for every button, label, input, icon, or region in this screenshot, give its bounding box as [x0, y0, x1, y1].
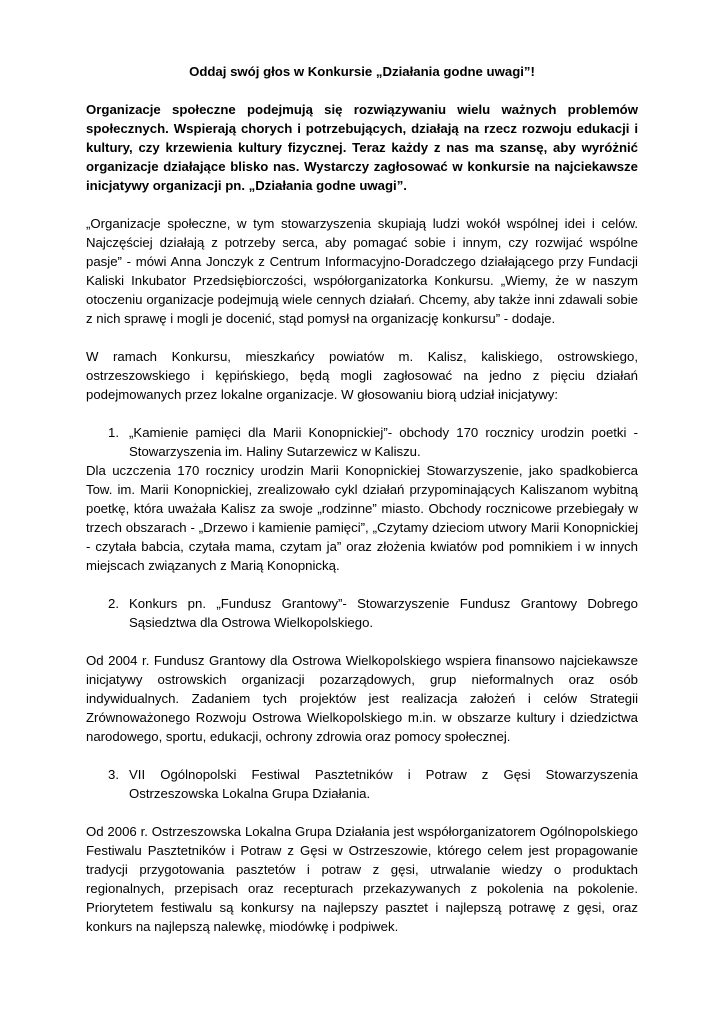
quote-paragraph: „Organizacje społeczne, w tym stowarzyszenia skupiają ludzi wokół wspólnej idei i celów. Najczęściej działają z potrzeby serca, aby pomagać sobie i innym, czy rozwijać wspólne pasje” - mówi Anna Jonczyk z Centrum Informacyjno-Doradczego działającego przy Fundacji Kaliski Inkubator Przedsiębiorczości, współorganizatorka Konkursu. „Wiemy, że w naszym otoczeniu organizacje podejmują wiele cennych działań. Chcemy, aby także inni zdawali sobie z nich sprawę i mogli je docenić, stąd pomysł na organizację konkursu” - dodaje.	[86, 216, 638, 326]
list-item-1	[108, 423, 638, 461]
list-item-1-description: Dla uczczenia 170 rocznicy urodzin Marii Konopnickiej Stowarzyszenie, jako spadkobierca Tow. im. Marii Konopnickiej, zrealizowało cykl działań przypominających Kaliszanom wybitną poetkę, która uważała Kalisz za swoje „rodzinne” miasto. Obchody rocznicowe przebiegały w trzech obszarach - „Drzewo i kamienie pamięci”, „Czytamy dzieciom utwory Marii Konopnickiej - czytała babcia, czytała mama, czytam ja” oraz złożenia kwiatów pod pomnikiem i w innych miejscach związanych z Marią Konopnicką.	[86, 463, 638, 573]
list-item-title: „Kamienie pamięci dla Marii Konopnickiej”- obchody 170 rocznicy urodzin poetki - Stowarzyszenia im. Haliny Sutarzewicz w Kaliszu.	[129, 425, 638, 459]
list-item-title: Konkurs pn. „Fundusz Grantowy”- Stowarzyszenie Fundusz Grantowy Dobrego Sąsiedztwa dla Ostrowa Wielkopolskiego.	[129, 596, 638, 630]
list-number: 1.	[108, 425, 119, 440]
list-item-title: VII Ogólnopolski Festiwal Pasztetników i Potraw z Gęsi Stowarzyszenia Ostrzeszowska Lokalna Grupa Działania.	[129, 767, 638, 801]
document-title: Oddaj swój głos w Konkursie „Działania godne uwagi”!	[189, 64, 535, 79]
list-item-2-description: Od 2004 r. Fundusz Grantowy dla Ostrowa Wielkopolskiego wspiera finansowo najciekawsze inicjatywy ostrowskich organizacji pozarządowych, grup nieformalnych oraz osób indywidualnych. Zadaniem tych projektów jest realizacja założeń i celów Strategii Zrównoważonego Rozwoju Ostrowa Wielkopolskiego m.in. w obszarze kultury i dziedzictwa narodowego, sportu, edukacji, ochrony zdrowia oraz pomocy społecznej.	[86, 653, 638, 744]
list-item-3	[108, 765, 638, 803]
list-number: 3.	[108, 767, 119, 782]
list-number: 2.	[108, 596, 119, 611]
list-item-3-description: Od 2006 r. Ostrzeszowska Lokalna Grupa Działania jest współorganizatorem Ogólnopolskiego Festiwalu Pasztetników i Potraw z Gęsi w Ostrzeszowie, którego celem jest propagowanie tradycji przygotowania pasztetów i potraw z gęsi, utrwalanie wiedzy o produktach regionalnych, przepisach oraz recepturach przekazywanych z pokolenia na pokolenie. Priorytetem festiwalu są konkursy na najlepszy pasztet i najlepszą potrawę z gęsi, oraz konkurs na najlepszą nalewkę, miodówkę i podpiwek.	[86, 824, 638, 934]
lead-paragraph: Organizacje społeczne podejmują się rozwiązywaniu wielu ważnych problemów społecznych. Wspierają chorych i potrzebujących, działają na rzecz rozwoju edukacji i kultury, czy krzewienia kultury fizycznej. Teraz każdy z nas ma szansę, aby wyróżnić organizacje działające blisko nas. Wystarczy zagłosować w konkursie na najciekawsze inicjatywy organizacji pn. „Działania godne uwagi”.	[86, 102, 638, 193]
list-item-2	[108, 594, 638, 632]
intro-paragraph: W ramach Konkursu, mieszkańcy powiatów m. Kalisz, kaliskiego, ostrowskiego, ostrzeszowskiego i kępińskiego, będą mogli zagłosować na jedno z pięciu działań podejmowanych przez lokalne organizacje. W głosowaniu biorą udział inicjatywy:	[86, 349, 638, 402]
